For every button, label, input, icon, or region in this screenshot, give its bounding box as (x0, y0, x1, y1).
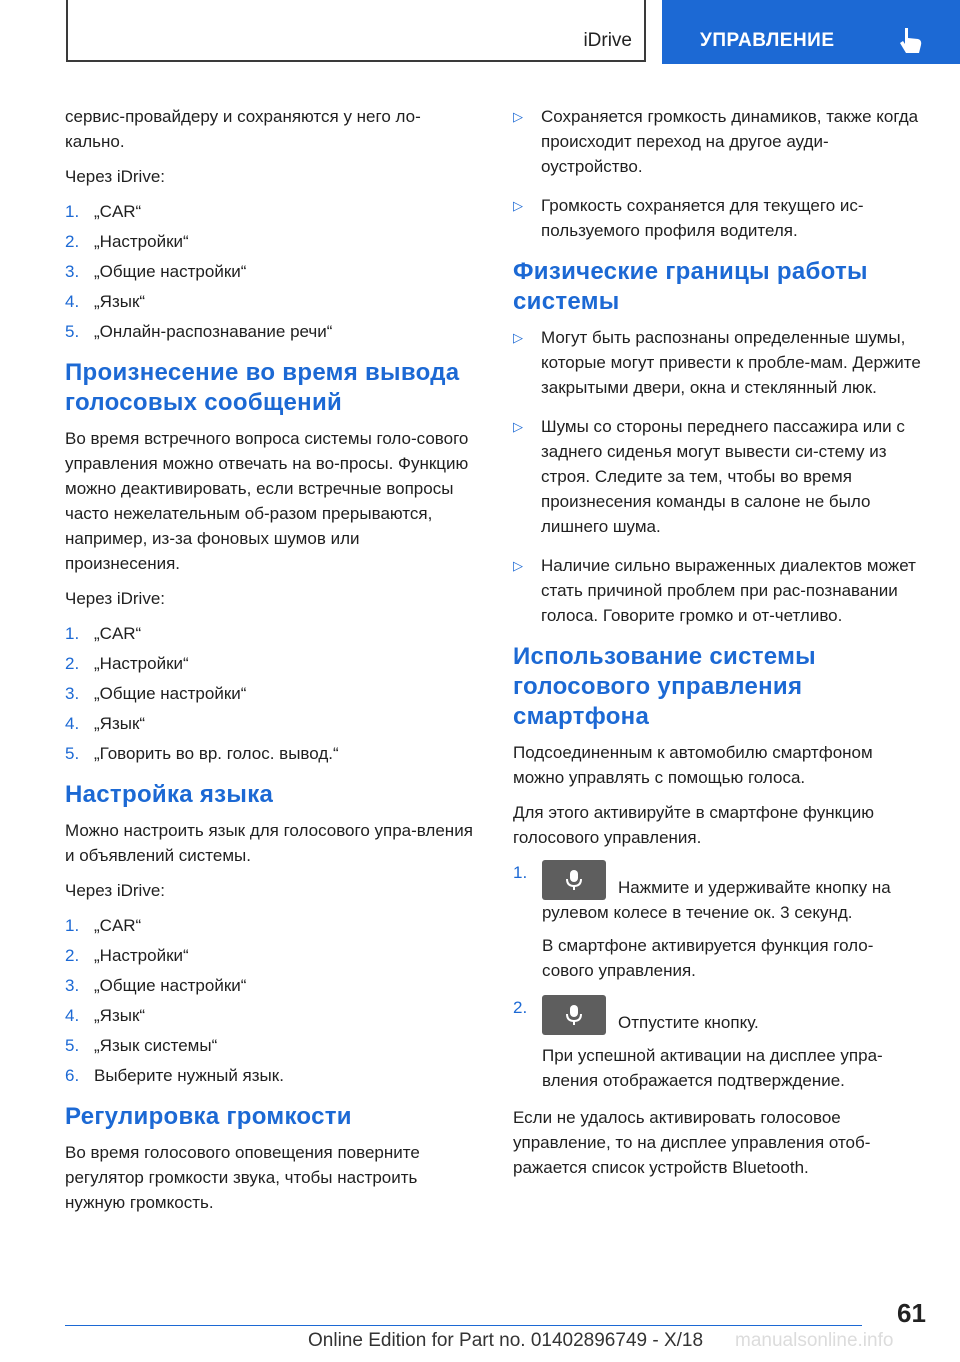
list-item: ▷ Громкость сохраняется для текущего ис-пользуемого профиля водителя. (513, 193, 925, 243)
via-idrive-label: Через iDrive: (65, 167, 166, 186)
header-chapter-label: УПРАВЛЕНИЕ (700, 30, 835, 51)
step-text: Отпустите кнопку. (618, 1013, 759, 1032)
list-item: 2. „Настройки“ (65, 946, 189, 965)
heading-speech-during-output: Произнесение во время вывода голосовых сообщений (65, 359, 460, 416)
list-item: 4. „Язык“ (65, 1006, 146, 1025)
list-item: 3. „Общие настройки“ (65, 976, 247, 995)
hand-pointer-icon (898, 26, 924, 54)
header-chapter-tab (662, 0, 960, 64)
page-number: 61 (897, 1298, 926, 1328)
triangle-bullet-icon: ▷ (513, 109, 523, 124)
steps-list-speech (65, 621, 479, 766)
list-item: 5. „Язык системы“ (65, 1036, 218, 1055)
list-item: 6. Выберите нужный язык. (65, 1066, 284, 1085)
list-item: 3. „Общие настройки“ (65, 262, 247, 281)
list-item: 1. „CAR“ (65, 624, 142, 643)
list-item: 1. „CAR“ (65, 202, 142, 221)
footer-edition: Online Edition for Part no. 01402896749 - X/18 (308, 1330, 704, 1351)
steps-list-language (65, 913, 479, 1088)
volume-paragraph: Во время голосового оповещения поверните регулятор громкости звука, чтобы настроить нужную громкость. (65, 1143, 420, 1212)
heading-system-limits: Физические границы работы системы (513, 258, 868, 315)
triangle-bullet-icon: ▷ (513, 330, 523, 345)
heading-language-setting: Настройка языка (65, 781, 274, 808)
right-column (513, 104, 925, 1190)
left-column (65, 104, 479, 1225)
smartphone-paragraph-1: Подсоединенным к автомобилю смартфоном можно управлять с помощью голоса. (513, 743, 873, 787)
list-item: 4. „Язык“ (65, 714, 146, 733)
steps-list-online-recognition (65, 199, 479, 344)
triangle-bullet-icon: ▷ (513, 419, 523, 434)
volume-bullets (513, 104, 925, 243)
list-item: 1. „CAR“ (65, 916, 142, 935)
list-item: 3. „Общие настройки“ (65, 684, 247, 703)
step-item: 1. Нажмите и удерживайте кнопку на рулевом колесе в течение ок. 3 секунд. В смартфоне активируется функция голо-сового управления. (513, 860, 925, 983)
step-note: В смартфоне активируется функция голо-сового управления. (542, 936, 874, 980)
footer-divider (65, 1325, 862, 1326)
speech-paragraph: Во время встречного вопроса системы голо-сового управления можно отвечать на во-просы. Функцию можно деактивировать, если встречные вопросы часто нежелательным об-разом прерываются, например, из-за фоновых шумов или произнесения. (65, 429, 469, 573)
smartphone-paragraph-2: Для этого активируйте в смартфоне функцию голосового управления. (513, 803, 875, 847)
heading-smartphone-voice: Использование системы голосового управления смартфона (513, 643, 816, 730)
language-paragraph: Можно настроить язык для голосового упра-вления и объявлений системы. (65, 821, 473, 865)
failure-paragraph: Если не удалось активировать голосовое управление, то на дисплее управления отоб-ражается список устройств Bluetooth. (513, 1108, 871, 1177)
list-item: 2. „Настройки“ (65, 232, 189, 251)
triangle-bullet-icon: ▷ (513, 558, 523, 573)
voice-button-image (542, 860, 606, 900)
list-item: ▷ Шумы со стороны переднего пассажира или с заднего сиденья могут вывести си-стему из строя. Следите за тем, чтобы во время произнесения команды в салоне не было лишнего шума. (513, 414, 925, 539)
step-note: При успешной активации на дисплее упра-вления отображается подтверждение. (542, 1046, 883, 1090)
list-item: 5. „Онлайн-распознавание речи“ (65, 322, 333, 341)
watermark: manualsonline.info (735, 1330, 894, 1351)
intro-text: сервис-провайдеру и сохраняются у него ло-кально. (65, 107, 421, 151)
microphone-icon (565, 1004, 583, 1026)
limits-bullets (513, 325, 925, 628)
via-idrive-label: Через iDrive: (65, 881, 166, 900)
step-item: 2. Отпустите кнопку. При успешной активации на дисплее упра-вления отображается подтверждение. (513, 995, 925, 1093)
list-item: ▷ Сохраняется громкость динамиков, также когда происходит переход на другое ауди-оустройство. (513, 104, 925, 179)
heading-volume-control: Регулировка громкости (65, 1103, 352, 1130)
header-section-box (66, 0, 646, 62)
list-item: 4. „Язык“ (65, 292, 146, 311)
list-item: 5. „Говорить во вр. голос. вывод.“ (65, 744, 339, 763)
voice-button-image (542, 995, 606, 1035)
via-idrive-label: Через iDrive: (65, 589, 166, 608)
step-text: Нажмите и удерживайте кнопку на рулевом колесе в течение ок. 3 секунд. (542, 878, 891, 922)
triangle-bullet-icon: ▷ (513, 198, 523, 213)
list-item: 2. „Настройки“ (65, 654, 189, 673)
header-section-title: iDrive (583, 30, 632, 51)
list-item: ▷ Наличие сильно выраженных диалектов может стать причиной проблем при рас-познавании голоса. Говорите громко и от-четливо. (513, 553, 925, 628)
list-item: ▷ Могут быть распознаны определенные шумы, которые могут привести к пробле-мам. Держите закрытыми двери, окна и стеклянный люк. (513, 325, 925, 400)
microphone-icon (565, 869, 583, 891)
